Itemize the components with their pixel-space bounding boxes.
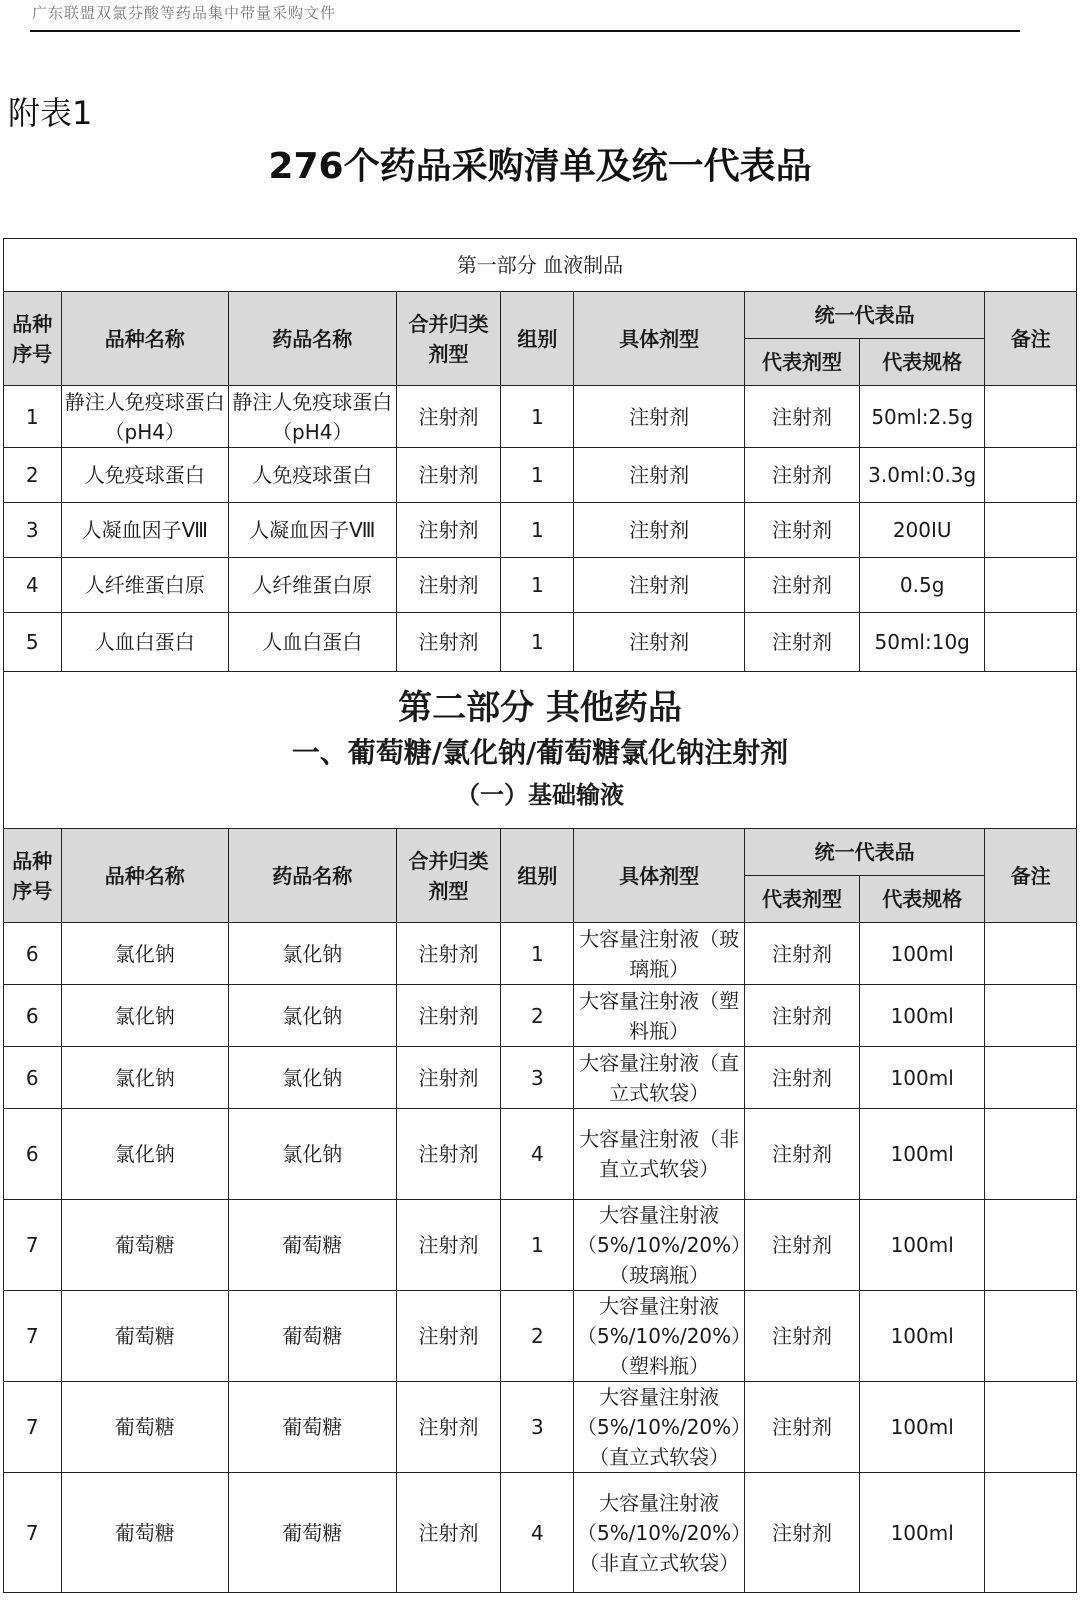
cell-variety: 静注人免疫球蛋白（pH4）	[61, 386, 229, 448]
cell-group: 1	[501, 448, 574, 503]
part2-subtitle: 一、葡萄糖/氯化钠/葡萄糖氯化钠注射剂	[291, 736, 789, 769]
cell-note	[985, 613, 1077, 672]
cell-drug: 人免疫球蛋白	[229, 448, 397, 503]
cell-note	[985, 1382, 1077, 1473]
cell-group: 2	[501, 1291, 574, 1382]
cell-specific-form: 大容量注射液（玻璃瓶）	[574, 923, 745, 985]
cell-merged-form: 注射剂	[396, 985, 501, 1047]
cell-drug: 人纤维蛋白原	[229, 558, 397, 613]
part2-title-row	[4, 672, 1077, 829]
cell-rep-spec: 100ml	[860, 1382, 985, 1473]
table-row	[4, 1382, 1077, 1473]
cell-seq: 6	[4, 1047, 62, 1109]
cell-rep-form: 注射剂	[744, 1200, 859, 1291]
cell-merged-form: 注射剂	[396, 1047, 501, 1109]
header-rep-form: 代表剂型	[744, 339, 859, 386]
cell-rep-form: 注射剂	[744, 503, 859, 558]
cell-seq: 7	[4, 1382, 62, 1473]
part2-subsection: （一）基础输液	[456, 781, 624, 809]
header-seq: 品种序号	[4, 292, 62, 386]
cell-variety: 葡萄糖	[61, 1382, 229, 1473]
cell-drug: 葡萄糖	[229, 1291, 397, 1382]
cell-rep-spec: 0.5g	[860, 558, 985, 613]
cell-seq: 2	[4, 448, 62, 503]
header-merged-form: 合并归类剂型	[396, 292, 501, 386]
table-body	[4, 239, 1077, 1593]
cell-rep-form: 注射剂	[744, 613, 859, 672]
cell-drug: 氯化钠	[229, 1047, 397, 1109]
cell-group: 1	[501, 1200, 574, 1291]
cell-group: 1	[501, 558, 574, 613]
cell-drug: 人凝血因子Ⅷ	[229, 503, 397, 558]
cell-group: 3	[501, 1382, 574, 1473]
cell-merged-form: 注射剂	[396, 448, 501, 503]
cell-group: 4	[501, 1473, 574, 1593]
table-row	[4, 613, 1077, 672]
cell-rep-form: 注射剂	[744, 1047, 859, 1109]
cell-merged-form: 注射剂	[396, 1291, 501, 1382]
cell-drug: 葡萄糖	[229, 1200, 397, 1291]
cell-group: 1	[501, 386, 574, 448]
header-rule	[30, 30, 1020, 32]
cell-rep-spec: 100ml	[860, 1109, 985, 1200]
cell-rep-form: 注射剂	[744, 386, 859, 448]
cell-variety: 人凝血因子Ⅷ	[61, 503, 229, 558]
cell-rep-form: 注射剂	[744, 1382, 859, 1473]
cell-merged-form: 注射剂	[396, 923, 501, 985]
table-row	[4, 503, 1077, 558]
cell-drug: 静注人免疫球蛋白（pH4）	[229, 386, 397, 448]
cell-rep-spec: 50ml:2.5g	[860, 386, 985, 448]
cell-note	[985, 1200, 1077, 1291]
header-group: 组别	[501, 292, 574, 386]
cell-rep-spec: 100ml	[860, 1291, 985, 1382]
cell-seq: 7	[4, 1200, 62, 1291]
part1-title: 第一部分 血液制品	[4, 239, 1077, 292]
cell-rep-spec: 200IU	[860, 503, 985, 558]
cell-group: 3	[501, 1047, 574, 1109]
cell-rep-spec: 100ml	[860, 1200, 985, 1291]
cell-rep-form: 注射剂	[744, 1109, 859, 1200]
header-variety: 品种名称	[61, 829, 229, 923]
cell-note	[985, 985, 1077, 1047]
cell-rep-form: 注射剂	[744, 985, 859, 1047]
cell-drug: 氯化钠	[229, 923, 397, 985]
cell-variety: 葡萄糖	[61, 1291, 229, 1382]
cell-variety: 葡萄糖	[61, 1200, 229, 1291]
part2-title: 第二部分 其他药品	[398, 688, 682, 728]
cell-group: 1	[501, 503, 574, 558]
cell-specific-form: 大容量注射液（5%/10%/20%）（直立式软袋）	[574, 1382, 745, 1473]
cell-rep-spec: 3.0ml:0.3g	[860, 448, 985, 503]
header-drug: 药品名称	[229, 829, 397, 923]
header-rep-spec: 代表规格	[860, 876, 985, 923]
cell-seq: 3	[4, 503, 62, 558]
cell-merged-form: 注射剂	[396, 503, 501, 558]
cell-drug: 氯化钠	[229, 1109, 397, 1200]
cell-drug: 人血白蛋白	[229, 613, 397, 672]
cell-seq: 6	[4, 985, 62, 1047]
cell-note	[985, 923, 1077, 985]
cell-merged-form: 注射剂	[396, 1473, 501, 1593]
cell-rep-form: 注射剂	[744, 1473, 859, 1593]
part1-header-row	[4, 292, 1077, 339]
table-row	[4, 386, 1077, 448]
cell-rep-spec: 50ml:10g	[860, 613, 985, 672]
cell-group: 1	[501, 923, 574, 985]
table-row	[4, 923, 1077, 985]
cell-rep-spec: 100ml	[860, 923, 985, 985]
header-drug: 药品名称	[229, 292, 397, 386]
cell-note	[985, 503, 1077, 558]
cell-specific-form: 大容量注射液（非直立式软袋）	[574, 1109, 745, 1200]
cell-specific-form: 大容量注射液（5%/10%/20%）（玻璃瓶）	[574, 1200, 745, 1291]
header-note: 备注	[985, 829, 1077, 923]
cell-note	[985, 1291, 1077, 1382]
table-row	[4, 1200, 1077, 1291]
cell-note	[985, 386, 1077, 448]
cell-rep-spec: 100ml	[860, 1473, 985, 1593]
cell-variety: 人血白蛋白	[61, 613, 229, 672]
table-row	[4, 1047, 1077, 1109]
header-merged-form: 合并归类剂型	[396, 829, 501, 923]
cell-variety: 氯化钠	[61, 1047, 229, 1109]
header-specific-form: 具体剂型	[574, 292, 745, 386]
part1-title-row	[4, 239, 1077, 292]
cell-drug: 葡萄糖	[229, 1382, 397, 1473]
header-rep-form: 代表剂型	[744, 876, 859, 923]
cell-rep-spec: 100ml	[860, 985, 985, 1047]
cell-group: 1	[501, 613, 574, 672]
cell-specific-form: 注射剂	[574, 448, 745, 503]
document-title: 276个药品采购清单及统一代表品	[268, 146, 812, 187]
cell-note	[985, 448, 1077, 503]
cell-variety: 氯化钠	[61, 923, 229, 985]
cell-specific-form: 大容量注射液（5%/10%/20%）（非直立式软袋）	[574, 1473, 745, 1593]
part2-header-row	[4, 829, 1077, 876]
cell-seq: 7	[4, 1473, 62, 1593]
cell-variety: 氯化钠	[61, 985, 229, 1047]
cell-note	[985, 1047, 1077, 1109]
cell-merged-form: 注射剂	[396, 1382, 501, 1473]
table-row	[4, 985, 1077, 1047]
cell-seq: 6	[4, 1109, 62, 1200]
cell-merged-form: 注射剂	[396, 1200, 501, 1291]
table-row	[4, 448, 1077, 503]
cell-drug: 葡萄糖	[229, 1473, 397, 1593]
cell-specific-form: 注射剂	[574, 558, 745, 613]
procurement-table	[3, 238, 1077, 1593]
table-row	[4, 1291, 1077, 1382]
table-row	[4, 1109, 1077, 1200]
cell-specific-form: 大容量注射液（塑料瓶）	[574, 985, 745, 1047]
cell-variety: 人纤维蛋白原	[61, 558, 229, 613]
cell-seq: 7	[4, 1291, 62, 1382]
cell-merged-form: 注射剂	[396, 386, 501, 448]
cell-seq: 4	[4, 558, 62, 613]
table-row	[4, 1473, 1077, 1593]
running-header: 广东联盟双氯芬酸等药品集中带量采购文件	[32, 4, 337, 22]
cell-rep-form: 注射剂	[744, 1291, 859, 1382]
cell-note	[985, 1473, 1077, 1593]
cell-merged-form: 注射剂	[396, 613, 501, 672]
header-seq: 品种序号	[4, 829, 62, 923]
cell-merged-form: 注射剂	[396, 558, 501, 613]
header-note: 备注	[985, 292, 1077, 386]
cell-drug: 氯化钠	[229, 985, 397, 1047]
cell-group: 2	[501, 985, 574, 1047]
part2-title-block	[4, 672, 1077, 829]
header-unified: 统一代表品	[744, 829, 984, 876]
cell-specific-form: 大容量注射液（5%/10%/20%）（塑料瓶）	[574, 1291, 745, 1382]
cell-rep-form: 注射剂	[744, 558, 859, 613]
annex-label: 附表1	[8, 94, 93, 132]
cell-specific-form: 注射剂	[574, 613, 745, 672]
cell-merged-form: 注射剂	[396, 1109, 501, 1200]
cell-seq: 5	[4, 613, 62, 672]
table-row	[4, 558, 1077, 613]
cell-specific-form: 注射剂	[574, 386, 745, 448]
cell-seq: 1	[4, 386, 62, 448]
cell-note	[985, 1109, 1077, 1200]
cell-specific-form: 大容量注射液（直立式软袋）	[574, 1047, 745, 1109]
cell-rep-form: 注射剂	[744, 448, 859, 503]
cell-variety: 氯化钠	[61, 1109, 229, 1200]
cell-variety: 人免疫球蛋白	[61, 448, 229, 503]
cell-variety: 葡萄糖	[61, 1473, 229, 1593]
header-rep-spec: 代表规格	[860, 339, 985, 386]
cell-specific-form: 注射剂	[574, 503, 745, 558]
header-unified: 统一代表品	[744, 292, 984, 339]
cell-seq: 6	[4, 923, 62, 985]
header-group: 组别	[501, 829, 574, 923]
cell-group: 4	[501, 1109, 574, 1200]
cell-rep-spec: 100ml	[860, 1047, 985, 1109]
header-variety: 品种名称	[61, 292, 229, 386]
header-specific-form: 具体剂型	[574, 829, 745, 923]
cell-note	[985, 558, 1077, 613]
cell-rep-form: 注射剂	[744, 923, 859, 985]
